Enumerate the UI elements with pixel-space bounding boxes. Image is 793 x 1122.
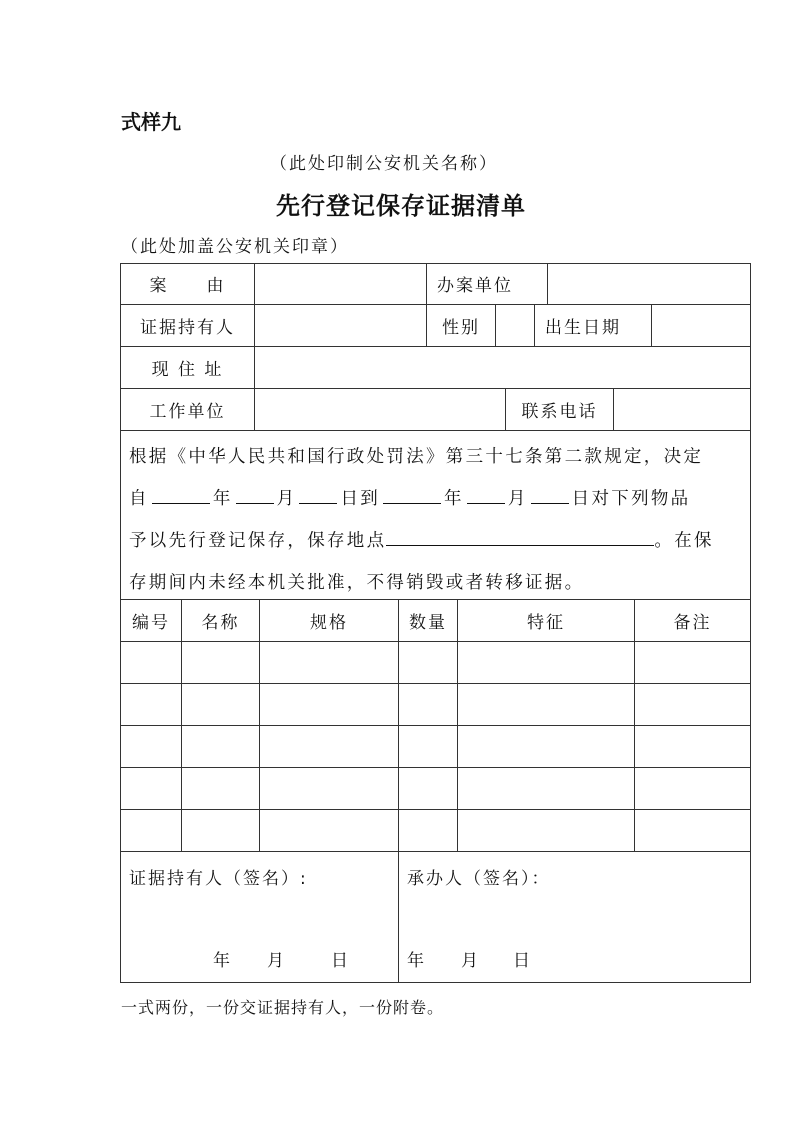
item-cell-name[interactable] [181, 810, 259, 851]
item-cell-spec[interactable] [259, 810, 398, 851]
case-cause-label: 案 由 [149, 276, 226, 296]
item-cell-features[interactable] [457, 684, 634, 725]
work-unit-field[interactable] [254, 389, 505, 430]
row-address [121, 347, 750, 389]
holder-date-month: 月 [267, 951, 286, 971]
row-case [121, 263, 750, 305]
item-cell-spec[interactable] [259, 768, 398, 809]
item-cell-remarks[interactable] [634, 726, 750, 767]
handler-date-year: 年 [407, 951, 426, 971]
holder-signature-cell[interactable] [121, 852, 398, 982]
item-cell-features[interactable] [457, 726, 634, 767]
row-work [121, 389, 750, 431]
item-cell-features[interactable] [457, 642, 634, 683]
col-remarks: 备注 [634, 600, 750, 641]
item-cell-number[interactable] [121, 810, 181, 851]
item-row [121, 684, 750, 726]
item-cell-number[interactable] [121, 642, 181, 683]
handling-unit-label: 办案单位 [426, 263, 547, 304]
item-cell-name[interactable] [181, 768, 259, 809]
statement-line-3 [129, 527, 714, 552]
handler-signature-label: 承办人（签名）： [407, 869, 551, 889]
item-cell-features[interactable] [457, 768, 634, 809]
form-code: 式样九 [121, 110, 181, 134]
handler-date-month: 月 [461, 951, 480, 971]
item-cell-name[interactable] [181, 684, 259, 725]
statement-line-1: 根据《中华人民共和国行政处罚法》第三十七条第二款规定，决定 [129, 447, 704, 467]
end-year-label: 年 [444, 489, 464, 509]
gender-field[interactable] [495, 305, 534, 346]
end-day-blank[interactable] [531, 487, 569, 504]
item-cell-remarks[interactable] [634, 768, 750, 809]
day-to-label: 日到 [340, 489, 381, 509]
seal-note: （此处加盖公安机关印章） [121, 237, 349, 257]
items-header-row [121, 600, 750, 642]
item-row [121, 810, 750, 852]
signature-row [121, 852, 750, 983]
end-month-blank[interactable] [467, 487, 505, 504]
phone-label: 联系电话 [505, 389, 613, 430]
item-cell-name[interactable] [181, 726, 259, 767]
statement-block [121, 431, 750, 600]
holder-date-day: 日 [331, 951, 350, 971]
evidence-holder-field[interactable] [254, 305, 426, 346]
item-cell-number[interactable] [121, 684, 181, 725]
row-holder [121, 305, 750, 347]
item-cell-spec[interactable] [259, 726, 398, 767]
start-month-label: 月 [276, 489, 297, 509]
current-address-label: 现 住 址 [151, 360, 224, 380]
statement-line-2 [129, 485, 690, 510]
item-cell-features[interactable] [457, 810, 634, 851]
item-cell-remarks[interactable] [634, 684, 750, 725]
handler-date-day: 日 [513, 951, 532, 971]
start-month-blank[interactable] [236, 487, 274, 504]
work-unit-label: 工作单位 [149, 402, 226, 422]
phone-field[interactable] [613, 389, 750, 430]
birth-date-label: 出生日期 [534, 305, 651, 346]
from-label: 自 [129, 489, 149, 509]
item-row [121, 642, 750, 684]
holder-date-year: 年 [213, 951, 232, 971]
end-month-label: 月 [507, 489, 528, 509]
item-cell-quantity[interactable] [398, 684, 457, 725]
storage-location-blank[interactable] [386, 529, 654, 546]
col-spec: 规格 [259, 600, 398, 641]
end-year-blank[interactable] [383, 487, 441, 504]
holder-signature-label: 证据持有人（签名）: [129, 869, 308, 889]
form-table [120, 263, 751, 983]
start-year-label: 年 [212, 489, 233, 509]
evidence-holder-label: 证据持有人 [140, 318, 235, 338]
item-cell-name[interactable] [181, 642, 259, 683]
statement-line-4: 存期间内未经本机关批准，不得销毁或者转移证据。 [129, 573, 585, 593]
col-features: 特征 [457, 600, 634, 641]
item-cell-quantity[interactable] [398, 768, 457, 809]
document-title: 先行登记保存证据清单 [276, 192, 526, 220]
col-quantity: 数量 [398, 600, 457, 641]
item-cell-remarks[interactable] [634, 642, 750, 683]
handling-unit-field[interactable] [547, 263, 750, 304]
item-cell-spec[interactable] [259, 684, 398, 725]
item-cell-quantity[interactable] [398, 810, 457, 851]
items-body [121, 642, 750, 852]
current-address-field[interactable] [254, 347, 750, 388]
day-items-label: 日对下列物品 [571, 489, 691, 509]
item-cell-spec[interactable] [259, 642, 398, 683]
item-row [121, 726, 750, 768]
item-cell-remarks[interactable] [634, 810, 750, 851]
storage-location-label: 予以先行登记保存，保存地点 [129, 531, 387, 551]
gender-label: 性别 [426, 305, 495, 346]
agency-name-placeholder: （此处印制公安机关名称） [270, 154, 498, 174]
item-cell-number[interactable] [121, 726, 181, 767]
birth-date-field[interactable] [651, 305, 750, 346]
case-cause-field[interactable] [254, 263, 426, 304]
start-day-blank[interactable] [299, 487, 337, 504]
item-cell-quantity[interactable] [398, 642, 457, 683]
handler-signature-cell[interactable] [398, 852, 750, 982]
item-cell-quantity[interactable] [398, 726, 457, 767]
start-year-blank[interactable] [152, 487, 210, 504]
item-cell-number[interactable] [121, 768, 181, 809]
col-number: 编号 [132, 613, 170, 633]
col-name: 名称 [181, 600, 259, 641]
storage-suffix: 。在保 [654, 531, 714, 551]
footnote: 一式两份，一份交证据持有人，一份附卷。 [121, 998, 445, 1017]
item-row [121, 768, 750, 810]
